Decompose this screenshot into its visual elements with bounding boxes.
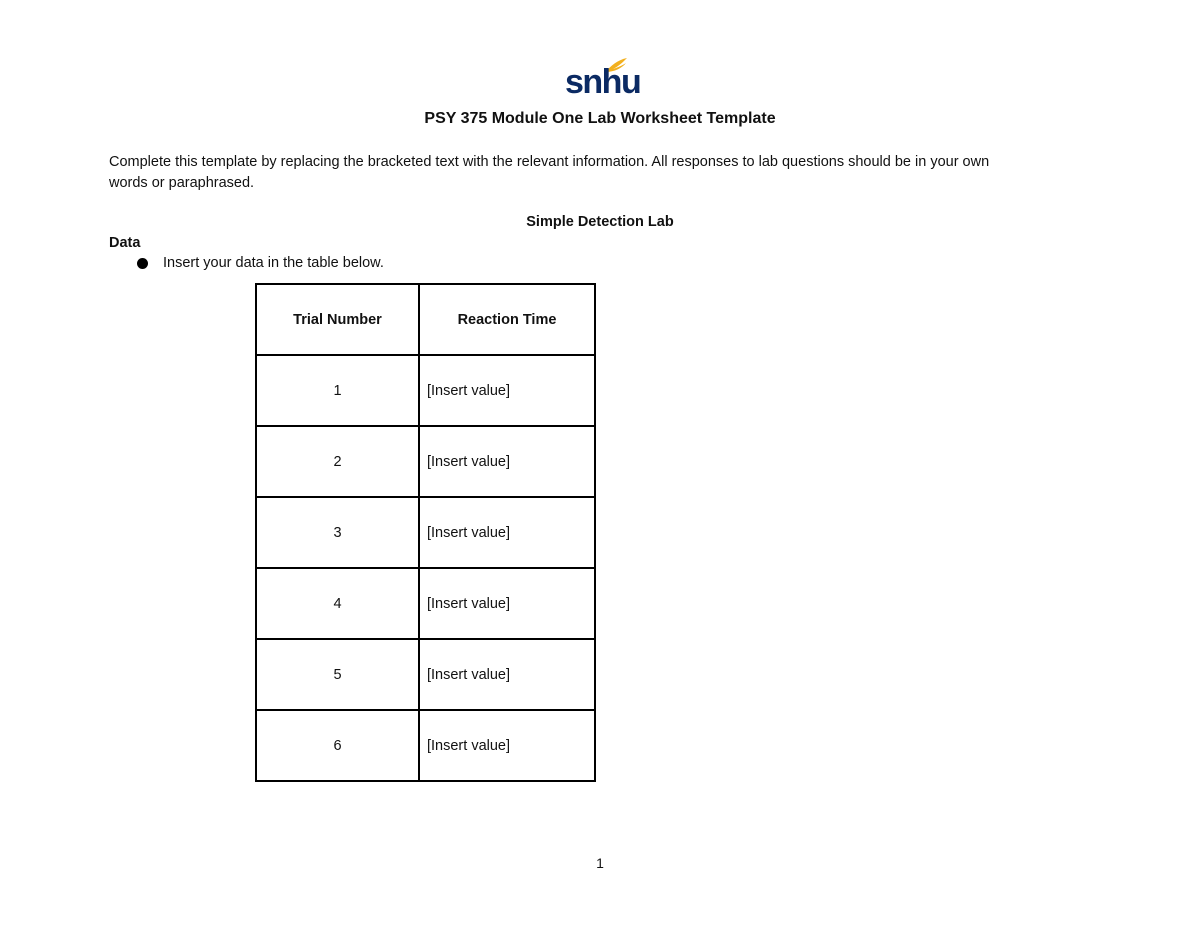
trial-number-cell: 5 (256, 639, 419, 710)
page-number: 1 (596, 855, 604, 871)
table-row (256, 426, 595, 497)
intro-paragraph (109, 152, 1099, 194)
logo-wordmark: snhu (565, 63, 641, 101)
table-header-row (256, 284, 595, 355)
reaction-time-cell[interactable]: [Insert value] (419, 497, 595, 568)
header-reaction-time: Reaction Time (419, 284, 595, 355)
table-row (256, 497, 595, 568)
trial-number-cell: 4 (256, 568, 419, 639)
intro-line-2: words or paraphrased. (109, 175, 255, 191)
reaction-time-cell[interactable]: [Insert value] (419, 355, 595, 426)
reaction-time-cell[interactable]: [Insert value] (419, 568, 595, 639)
trial-number-cell: 2 (256, 426, 419, 497)
trial-number-cell: 1 (256, 355, 419, 426)
section-title: Simple Detection Lab (526, 214, 674, 230)
header-trial-number: Trial Number (256, 284, 419, 355)
reaction-time-cell[interactable]: [Insert value] (419, 426, 595, 497)
table-row (256, 355, 595, 426)
data-heading: Data (109, 235, 141, 251)
intro-line-1: Complete this template by replacing the bracketed text with the relevant information. All responses to lab questions should be in your own (109, 154, 990, 170)
table-row (256, 568, 595, 639)
bullet-item (137, 255, 384, 271)
data-table (255, 283, 596, 782)
reaction-time-cell[interactable]: [Insert value] (419, 710, 595, 781)
snhu-logo (565, 56, 641, 102)
trial-number-cell: 6 (256, 710, 419, 781)
trial-number-cell: 3 (256, 497, 419, 568)
document-title: PSY 375 Module One Lab Worksheet Template (424, 110, 776, 127)
reaction-time-cell[interactable]: [Insert value] (419, 639, 595, 710)
bullet-icon (137, 258, 148, 269)
table-row (256, 710, 595, 781)
table-row (256, 639, 595, 710)
bullet-text: Insert your data in the table below. (163, 255, 384, 271)
